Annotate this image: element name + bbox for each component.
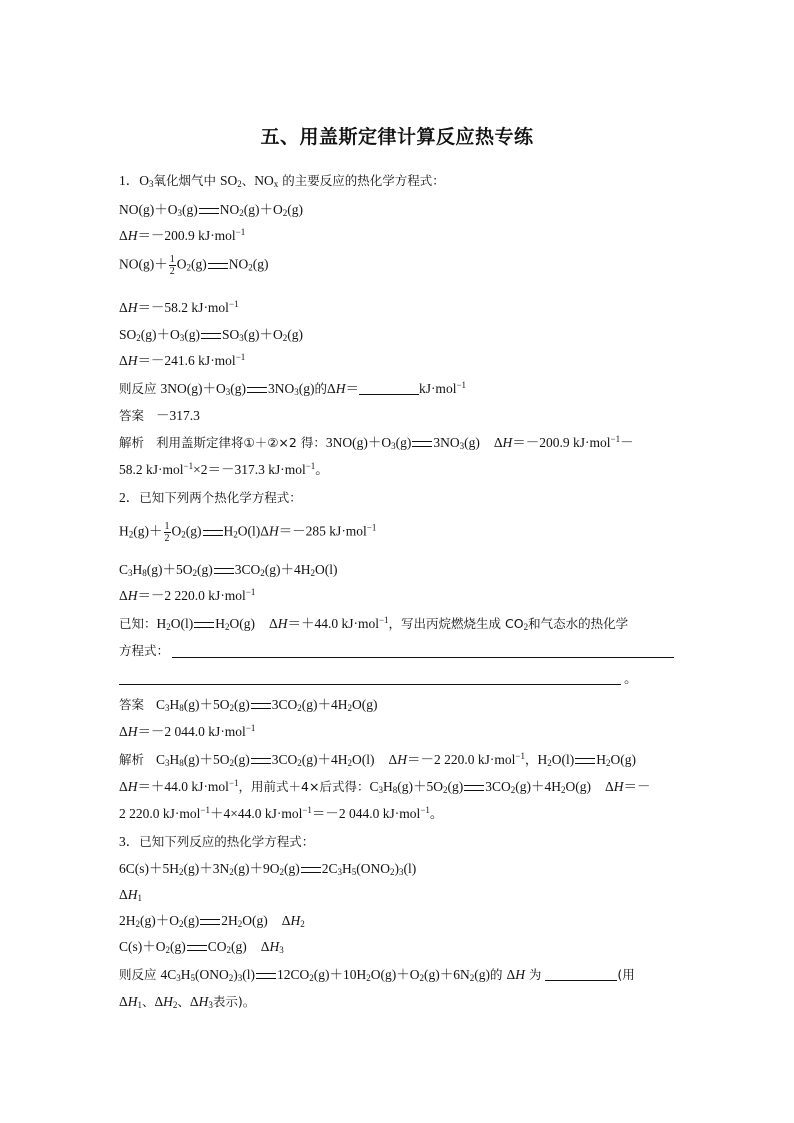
q3-equation-1: $6C(s)+5H_2(g)+3N_2(g)+9O_2(g)$ $2C_3H_5(ONO_2)_3(l)$ [119,861,417,877]
equals-sign-icon [208,263,228,269]
equals-sign-icon [201,333,221,339]
equals-sign-icon [194,622,214,628]
q2-end-mark: 。 [624,671,638,686]
q2-analysis-line-3: 2 220.0 kJ·mol$^{-1}$＋4×44.0 kJ·mol$^{-1}$＝－2 044.0 kJ·mol$^{-1}$。 [119,805,444,821]
q3-intro: 3．已知下列反应的热化学方程式： [119,834,315,849]
q2-intro: 2．已知下列两个热化学方程式： [119,490,302,505]
fraction-one-half: $\frac{1}{2}$ [164,521,170,544]
q2-equation-2: $C_3H_8(g)+5O_2(g)$ $3CO_2(g)+4H_2O(l)$ [119,562,338,578]
q1-answer: 答案 －317.3 [119,408,200,423]
q2-answer: 答案 $C_3H_8(g)+5O_2(g)$ $3CO_2(g)+4H_2O(g)$ [119,697,378,713]
q1-delta-h-1: ΔH＝－200.9 kJ·mol$^{-1}$ [119,227,246,243]
equals-sign-icon [251,758,271,764]
q2-known-line-2: 方程式： [119,643,170,658]
equals-sign-icon [247,387,267,393]
q1-delta-h-2: ΔH＝－58.2 kJ·mol$^{-1}$ [119,299,239,315]
q1-question: 则反应 $3NO(g)+O_3(g)$ $3NO_3(g)$的ΔH＝ kJ·mol$^{-1}$ [119,380,467,397]
equals-sign-icon [203,530,223,536]
equals-sign-icon [256,973,276,979]
equals-sign-icon [200,919,220,925]
equals-sign-icon [412,441,432,447]
q3-delta-h-1: $\Delta H_1$ [119,887,142,903]
equals-sign-icon [199,208,219,214]
q1-equation-1: $NO(g)+O_3(g)$ $NO_2(g)+O_2(g)$ [119,202,303,218]
q2-analysis-line-1: 解析 $C_3H_8(g)+5O_2(g)$ $3CO_2(g)+4H_2O(l)$ ΔH＝－2 220.0 kJ·mol$^{-1}$，$H_2O(l)$ $H_2O(g)$ [119,751,636,768]
q1-analysis-line-2: 58.2 kJ·mol$^{-1}$×2＝－317.3 kJ·mol$^{-1}$。 [119,461,329,477]
q3-equation-2: $2H_2(g)+O_2(g)$ $2H_2O(g)$ $\Delta H_2$ [119,913,305,929]
q2-analysis-line-2: ΔH＝＋44.0 kJ·mol$^{-1}$，用前式＋4×后式得：$C_3H_8(g)+5O_2(g)$ $3CO_2(g)+4H_2O(g)$ ΔH＝－ [119,778,651,795]
page-title: 五、用盖斯定律计算反应热专练 [260,126,534,148]
equals-sign-icon [251,703,271,709]
q1-equation-3: $SO_2(g)+O_3(g)$ $SO_3(g)+O_2(g)$ [119,327,304,343]
q1-intro: 1．$O_3$氧化烟气中 $SO_2$、$NO_x$ 的主要反应的热化学方程式： [119,173,445,189]
equals-sign-icon [301,867,321,873]
q2-equation-1: $H_2(g)+$ $\frac{1}{2}$ $O_2(g)$ $H_2O(l)\Delta H=-285$ kJ·mol$^{-1}$ [119,521,377,544]
q2-known: 已知：$H_2O(l)$ $H_2O(g)$ ΔH＝＋44.0 kJ·mol$^{-1}$，写出丙烷燃烧生成 $CO_2$和气态水的热化学 [119,615,629,632]
q3-question-line-2: $\Delta H_1$、$\Delta H_2$、$\Delta H_3$表示)。 [119,994,256,1010]
equals-sign-icon [464,785,484,791]
equals-sign-icon [214,568,234,574]
q2-answer-delta-h: ΔH＝－2 044.0 kJ·mol$^{-1}$ [119,723,256,739]
q1-answer-blank[interactable] [359,382,419,395]
equals-sign-icon [187,945,207,951]
q3-question: 则反应 $4C_3H_5(ONO_2)_3(l)$ $12CO_2(g)+10H_2O(g)+O_2(g)+6N_2(g)$的 ΔH 为 (用 [119,967,635,983]
fraction-one-half: $\frac{1}{2}$ [169,254,175,277]
q2-delta-h-2: ΔH＝－2 220.0 kJ·mol$^{-1}$ [119,587,256,603]
q1-delta-h-3: ΔH＝－241.6 kJ·mol$^{-1}$ [119,352,246,368]
q1-equation-2: NO(g)＋ $\frac{1}{2}$ $O_2(g)$ $NO_2(g)$ [119,254,269,277]
q3-answer-blank[interactable] [545,968,617,981]
q2-answer-line-2[interactable] [119,684,621,685]
q3-equation-3: $C(s)+O_2(g)$ $CO_2(g)$ $\Delta H_3$ [119,939,284,955]
q2-answer-line-1[interactable] [172,657,674,658]
q1-analysis-line-1: 解析 利用盖斯定律将①＋②×2 得：$3NO(g)+O_3(g)$ $3NO_3(g)$ ΔH＝－200.9 kJ·mol$^{-1}$－ [119,434,634,451]
equals-sign-icon [575,758,595,764]
